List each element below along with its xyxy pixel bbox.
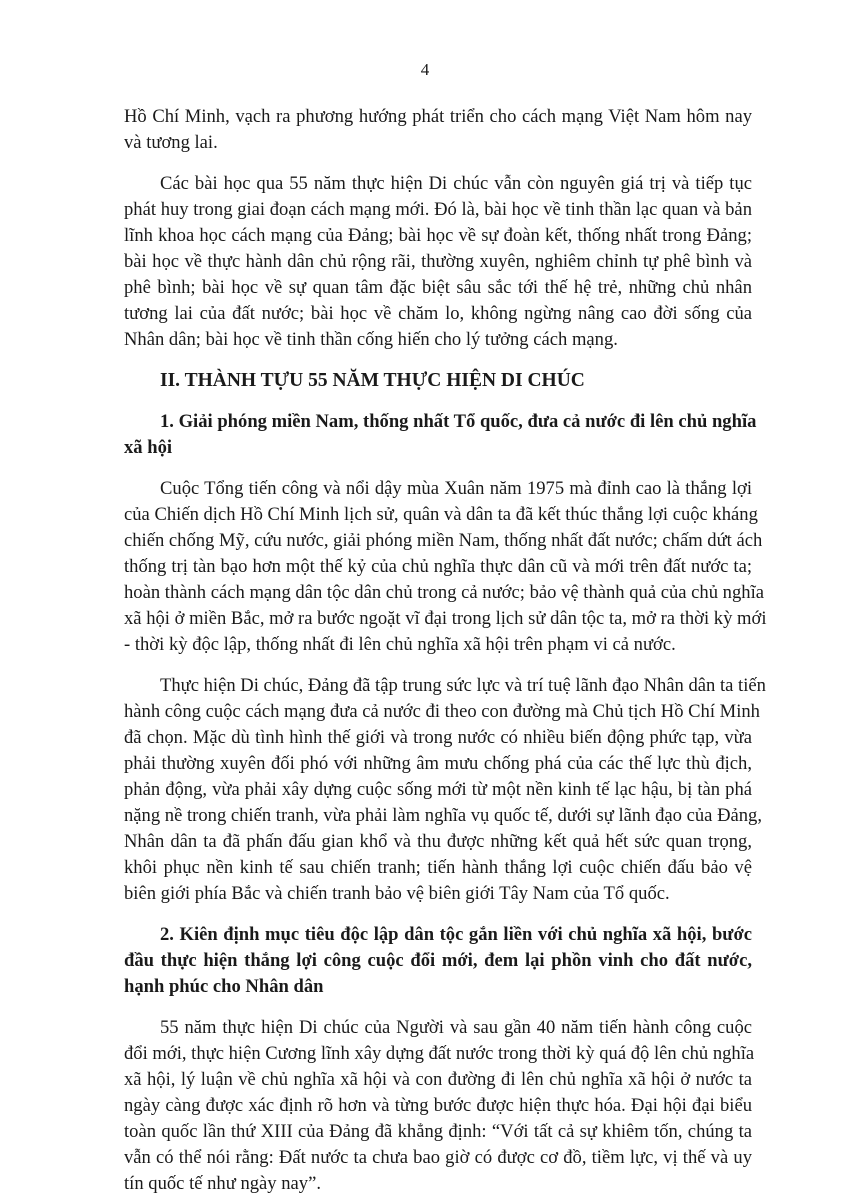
text-line: đổi mới, thực hiện Cương lĩnh xây dựng đất nước trong thời kỳ quá độ lên chủ nghĩa: [124, 1043, 755, 1064]
text-line: đã chọn. Mặc dù tình hình thế giới và trong nước có nhiều biến động phức tạp, vừa: [124, 727, 752, 748]
text-line: đầu thực hiện thắng lợi công cuộc đổi mới, đem lại phồn vinh cho đất nước,: [124, 950, 752, 971]
text-line: phản động, vừa phải xây dựng cuộc sống mới từ một nền kinh tế lạc hậu, bị tàn phá: [124, 779, 752, 800]
paragraph: [124, 673, 766, 907]
text-line: phải thường xuyên đối phó với những âm mưu chống phá của các thế lực thù địch,: [124, 753, 752, 774]
text-line: hành công cuộc cách mạng đưa cả nước đi theo con đường mà Chủ tịch Hồ Chí Minh: [124, 701, 760, 722]
text-line: lĩnh khoa học cách mạng của Đảng; bài học về sự đoàn kết, thống nhất trong Đảng;: [124, 225, 752, 246]
chapter-heading: [124, 368, 752, 394]
text-line: thống trị tàn bạo hơn một thế kỷ của chủ nghĩa thực dân cũ và mới trên đất nước ta;: [124, 556, 752, 577]
text-line: xã hội: [124, 437, 173, 458]
text-line: II. THÀNH TỰU 55 NĂM THỰC HIỆN DI CHÚC: [160, 370, 585, 391]
paragraph: [124, 104, 752, 156]
text-line: của Chiến dịch Hồ Chí Minh lịch sử, quân và dân ta đã kết thúc thắng lợi cuộc kháng: [124, 504, 758, 525]
text-line: tín quốc tế như ngày nay”.: [124, 1173, 321, 1194]
text-line: bài học về thực hành dân chủ rộng rãi, thường xuyên, nghiêm chỉnh tự phê bình và: [124, 251, 752, 272]
text-line: Thực hiện Di chúc, Đảng đã tập trung sức lực và trí tuệ lãnh đạo Nhân dân ta tiến: [160, 675, 766, 696]
text-line: nặng nề trong chiến tranh, vừa phải làm nghĩa vụ quốc tế, dưới sự lãnh đạo của Đảng,: [124, 805, 762, 826]
text-line: 55 năm thực hiện Di chúc của Người và sau gần 40 năm tiến hành công cuộc: [160, 1017, 752, 1038]
page-number: 4: [420, 60, 430, 79]
text-line: Các bài học qua 55 năm thực hiện Di chúc vẫn còn nguyên giá trị và tiếp tục: [160, 173, 752, 194]
paragraph: [124, 476, 767, 658]
section-heading: [124, 409, 757, 461]
text-line: phát huy trong giai đoạn cách mạng mới. Đó là, bài học về tinh thần lạc quan và bản: [124, 199, 752, 220]
text-line: và tương lai.: [124, 132, 218, 153]
text-line: xã hội, lý luận về chủ nghĩa xã hội và con đường đi lên chủ nghĩa xã hội ở nước ta: [124, 1069, 752, 1090]
section-heading: [124, 922, 752, 1000]
text-line: 2. Kiên định mục tiêu độc lập dân tộc gắn liền với chủ nghĩa xã hội, bước: [160, 924, 752, 945]
text-line: Cuộc Tổng tiến công và nổi dậy mùa Xuân năm 1975 mà đỉnh cao là thắng lợi: [160, 478, 752, 499]
text-line: Hồ Chí Minh, vạch ra phương hướng phát triển cho cách mạng Việt Nam hôm nay: [124, 106, 752, 127]
paragraph: [124, 171, 752, 353]
text-line: phê bình; bài học về sự quan tâm đặc biệt sâu sắc tới thế hệ trẻ, những chủ nhân: [124, 277, 752, 298]
text-line: chiến chống Mỹ, cứu nước, giải phóng miền Nam, thống nhất đất nước; chấm dứt ách: [124, 530, 763, 551]
text-line: hạnh phúc cho Nhân dân: [124, 976, 324, 997]
text-line: - thời kỳ độc lập, thống nhất đi lên chủ nghĩa xã hội trên phạm vi cả nước.: [124, 634, 676, 655]
text-line: hoàn thành cách mạng dân tộc dân chủ trong cả nước; bảo vệ thành quả của chủ nghĩa: [124, 582, 764, 603]
text-line: xã hội ở miền Bắc, mở ra bước ngoặt vĩ đại trong lịch sử dân tộc ta, mở ra thời kỳ mới: [124, 608, 767, 629]
text-line: vẫn có thể nói rằng: Đất nước ta chưa bao giờ có được cơ đồ, tiềm lực, vị thế và uy: [124, 1147, 752, 1168]
paragraph: [124, 1015, 755, 1197]
text-line: Nhân dân ta đã phấn đấu gian khổ và thu được những kết quả hết sức quan trọng,: [124, 831, 752, 852]
text-line: biên giới phía Bắc và chiến tranh bảo vệ biên giới Tây Nam của Tổ quốc.: [124, 883, 670, 904]
text-line: Nhân dân; bài học về tinh thần cống hiến cho lý tưởng cách mạng.: [124, 329, 618, 350]
text-line: toàn quốc lần thứ XIII của Đảng đã khẳng định: “Với tất cả sự khiêm tốn, chúng ta: [124, 1121, 752, 1142]
text-line: 1. Giải phóng miền Nam, thống nhất Tổ quốc, đưa cả nước đi lên chủ nghĩa: [160, 411, 757, 432]
document-body: [124, 104, 767, 1197]
text-line: ngày càng được xác định rõ hơn và từng bước được hiện thực hóa. Đại hội đại biểu: [124, 1095, 752, 1116]
text-line: khôi phục nền kinh tế sau chiến tranh; tiến hành thắng lợi cuộc chiến đấu bảo vệ: [124, 857, 752, 878]
text-line: tương lai của đất nước; bài học về chăm lo, không ngừng nâng cao đời sống của: [124, 303, 752, 324]
